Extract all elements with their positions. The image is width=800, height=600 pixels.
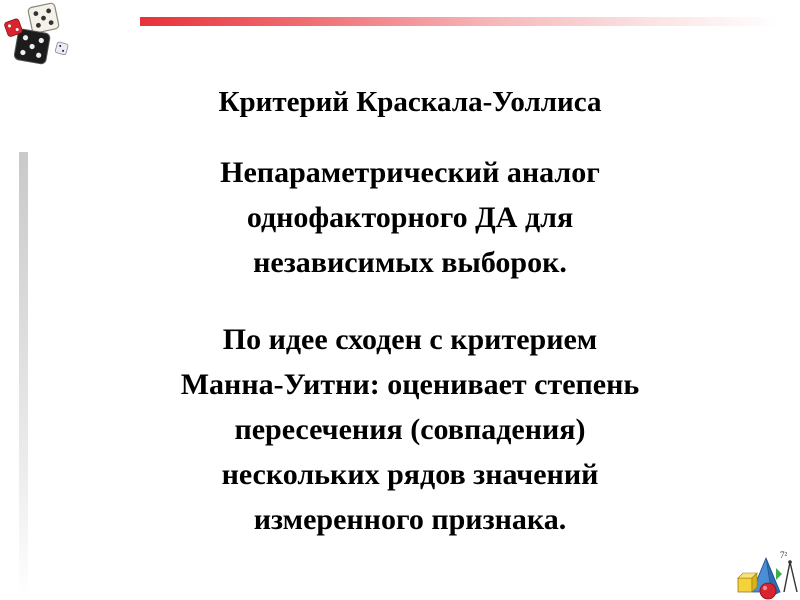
math-logo-text: 7² [780, 550, 788, 560]
left-accent-bar [19, 152, 28, 600]
dice-icon [2, 2, 72, 68]
paragraph-line: нескольких рядов значений [221, 458, 599, 491]
paragraph-line: независимых выборок. [253, 246, 567, 279]
paragraph-description [95, 150, 725, 285]
paragraph-line: Манна-Уитни: оценивает степень [180, 368, 640, 401]
paragraph-line: Непараметрический аналог [220, 156, 600, 189]
paragraph-comparison [95, 317, 725, 542]
paragraph-line: однофакторного ДА для [246, 201, 574, 234]
paragraph-line: По идее сходен с критерием [222, 323, 598, 356]
paragraph-line: пересечения (совпадения) [234, 413, 586, 446]
geometry-shapes-icon [730, 548, 800, 600]
top-accent-bar [140, 17, 780, 26]
paragraph-line: измеренного признака. [253, 503, 567, 536]
slide-title: Критерий Краскала-Уоллиса [218, 86, 602, 118]
